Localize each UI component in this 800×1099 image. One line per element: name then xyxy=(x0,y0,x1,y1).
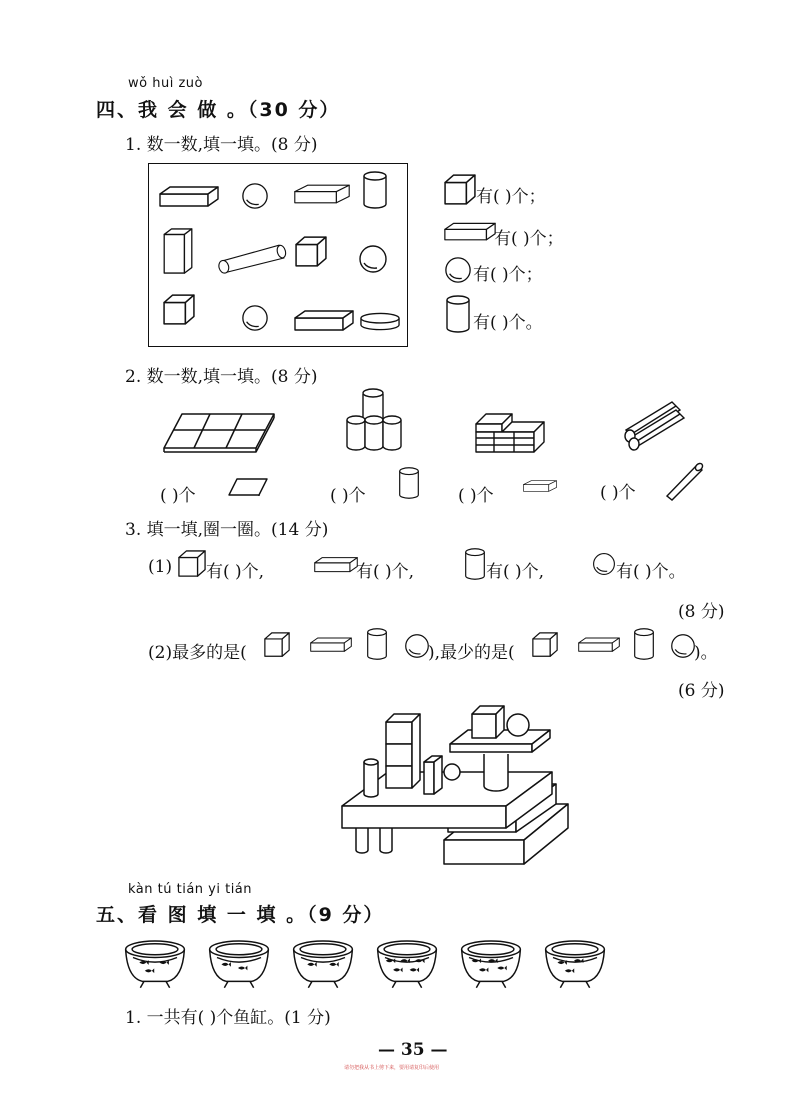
fishbowl-icon xyxy=(458,936,524,990)
cube-icon xyxy=(178,550,206,578)
cube-icon xyxy=(444,174,476,206)
footer-note: 请勿把我从书上剪下来，要用请复印后使用 xyxy=(344,1065,440,1071)
cube-shape xyxy=(295,236,327,268)
flat-box-shape xyxy=(159,186,219,208)
fishbowl-icon xyxy=(206,936,272,990)
q1-answer-cylinder: 有( )个。 xyxy=(473,313,543,333)
cube-icon xyxy=(532,632,558,658)
section5-q1: 1. 一共有( )个鱼缸。(1 分) xyxy=(125,1008,331,1028)
q2-title: 2. 数一数,填一填。(8 分) xyxy=(125,367,318,387)
cylinder-icon xyxy=(464,547,486,581)
fishbowl-icon xyxy=(290,936,356,990)
sphere-shape xyxy=(241,182,269,210)
long-box-shape xyxy=(294,174,350,214)
q3-part2-score: (6 分) xyxy=(678,681,725,701)
flat-box-icon xyxy=(578,636,620,654)
q2-answer-2: ( )个 xyxy=(330,486,366,506)
cylinder-icon xyxy=(366,627,388,661)
cylinder-icon xyxy=(633,627,655,661)
rods-bundle-figure xyxy=(622,400,688,452)
q3-title: 3. 填一填,圈一圈。(14 分) xyxy=(125,520,329,540)
cube-shape xyxy=(163,294,195,326)
sphere-shape xyxy=(358,244,388,274)
cylinder-icon xyxy=(398,466,420,500)
q2-answer-1: ( )个 xyxy=(160,486,196,506)
cylinder-shape xyxy=(362,170,388,210)
q1-title: 1. 数一数,填一填。(8 分) xyxy=(125,135,318,155)
page-number: — 35 — xyxy=(378,1040,448,1060)
cube-icon xyxy=(264,632,290,658)
block-construction-figure xyxy=(338,700,578,870)
q1-shapes-box xyxy=(148,163,408,347)
bricks-stack-figure xyxy=(474,406,546,454)
flat-tiles-figure xyxy=(160,410,280,452)
fishbowl-icon xyxy=(542,936,608,990)
cylinder-icon xyxy=(445,294,471,334)
q3-part1-flat-box: 有( )个, xyxy=(356,562,415,582)
cylinders-stack-figure xyxy=(345,386,407,454)
q3-part2-middle: ),最少的是( xyxy=(428,643,515,663)
sphere-icon xyxy=(444,256,472,284)
q3-part1-cylinder: 有( )个, xyxy=(486,562,545,582)
q3-part1-score: (8 分) xyxy=(678,602,725,622)
flat-box-icon xyxy=(310,636,352,654)
sphere-shape xyxy=(241,304,269,332)
q1-answer-flat-box: 有( )个； xyxy=(494,229,564,249)
flat-tile-icon xyxy=(228,476,268,498)
q3-part2-suffix: )。 xyxy=(694,643,718,663)
q3-part2-prefix: (2)最多的是( xyxy=(148,643,247,663)
flat-box-icon xyxy=(314,556,358,574)
fishbowls-row xyxy=(122,936,622,996)
q2-answer-4: ( )个 xyxy=(600,483,636,503)
flat-box-icon xyxy=(444,222,496,242)
disk-shape xyxy=(360,312,400,332)
fishbowl-icon xyxy=(374,936,440,990)
q3-part1-cube: 有( )个, xyxy=(206,562,265,582)
q2-answer-3: ( )个 xyxy=(458,486,494,506)
q1-answer-cube: 有( )个； xyxy=(476,187,546,207)
sphere-icon xyxy=(592,552,616,576)
section5-title: 五、看 图 填 一 填 。（9 分） xyxy=(96,904,385,926)
fishbowl-icon xyxy=(122,936,188,990)
sphere-icon xyxy=(670,633,696,659)
stick-icon xyxy=(664,462,704,502)
section4-pinyin: wǒ huì zuò xyxy=(128,76,203,91)
section5-pinyin: kàn tú tián yi tián xyxy=(128,882,253,897)
rod-shape xyxy=(215,242,287,274)
flat-box-shape xyxy=(294,310,354,332)
q3-part1-prefix: (1) xyxy=(148,557,173,577)
q3-part1-sphere: 有( )个。 xyxy=(616,562,686,582)
q1-answer-sphere: 有( )个； xyxy=(473,265,543,285)
brick-icon xyxy=(523,474,557,498)
section4-title: 四、我 会 做 。（30 分） xyxy=(96,99,341,121)
sphere-icon xyxy=(404,633,430,659)
tall-box-shape xyxy=(163,228,193,274)
